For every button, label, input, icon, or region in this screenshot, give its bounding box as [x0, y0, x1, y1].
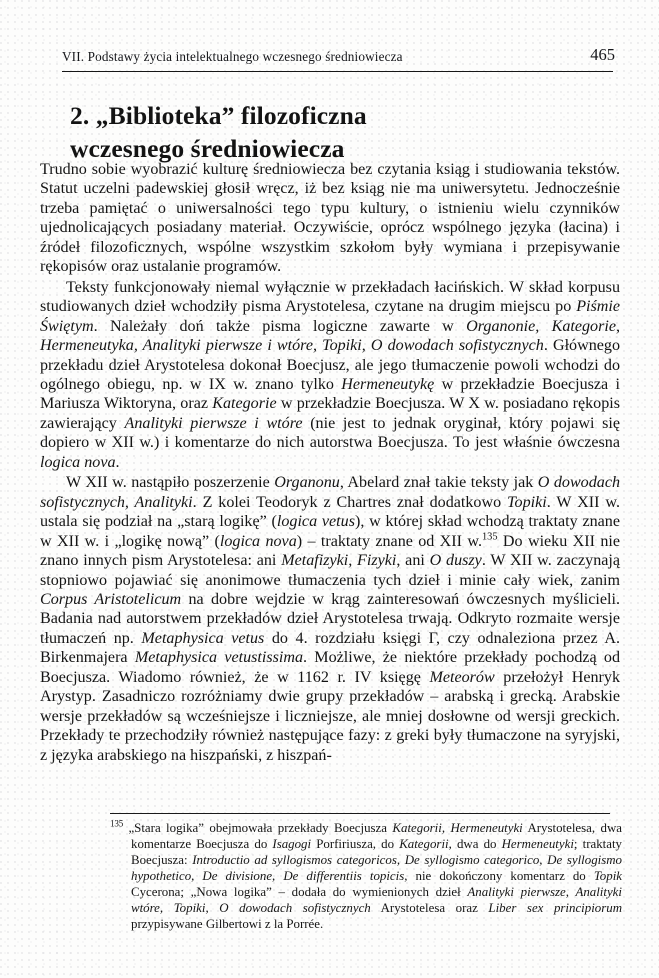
text-run: w przekładzie Boecjusza i Mariusza Wiktoryna, oraz — [40, 375, 620, 413]
italic-title: Analityki pierwsze, Analityki wtóre, Topiki, O dowodach sofistycznych — [131, 885, 622, 915]
text-run: . W XII w. ustala się podział na „starą logikę” ( — [40, 493, 620, 531]
italic-title: Kategorie — [212, 395, 277, 413]
footnote-135 — [110, 820, 622, 932]
text-run: przełożył Henryk Arystyp. Zasadniczo rozróżniamy dwie grupy przekładów – arabską i grecką. Arabskie wersje przekładów są wcześniejsze i liczniejsze, ale mniej dosłowne od wersji greckich. Przekłady te przechodziły również następujące fazy: z greki były tłumaczone na syryjski, z języka arabskiego na hiszpański, z hiszpań- — [40, 668, 620, 764]
header-rule — [62, 71, 613, 72]
italic-title: Metafizyki, Fizyki — [281, 552, 397, 570]
text-run: Cycerona; „Nowa logika” – dodała do wymienionych dzieł — [131, 885, 468, 899]
paragraph-1: Trudno sobie wyobrazić kulturę średniowiecza bez czytania ksiąg i studiowania tekstów. Statut uczelni padewskiej głosił wręcz, iż bez ksiąg nie ma uniwersytetu. Jednocześnie trzeba pamiętać o uniwersalności tego typu kultury, o istnieniu wielu czynników ujednolicających posiadany materiał. Oczywiście, oprócz wspólnego języka (łacina) i źródeł filozoficznych, wspólne wszystkim szkołom były wymiana i przepisywanie rękopisów oraz ustalanie programów. — [40, 161, 620, 276]
text-run: „Stara logika” obejmowała przekłady Boecjusza — [128, 821, 393, 835]
text-run: przypisywane Gilbertowi z la Porrée. — [131, 917, 324, 931]
italic-title: Piśmie Świętym — [40, 298, 620, 335]
text-run: , nie dokończony komentarz do — [404, 869, 594, 883]
text-run: , ani — [396, 552, 430, 570]
italic-title: Metaphysica vetus — [141, 629, 265, 647]
body-text — [40, 160, 620, 765]
italic-title: O dowodach sofistycznych, Analityki — [40, 474, 621, 511]
italic-title: Hermeneutyki — [501, 837, 574, 851]
text-run: . — [115, 453, 120, 471]
text-run: . Głównego przekładu dzieł Arystotelesa dokonał Boecjusz, ale jego tłumaczenie powoli wchodzi do ogólnego obiegu, np. w IX w. znano tylko — [40, 337, 620, 393]
text-run: Do wieku XII nie znano innych pism Arystotelesa: ani — [40, 532, 620, 570]
italic-title: O duszy — [429, 552, 482, 570]
text-run: w przekładzie Boecjusza. W X w. posiadano rękopis zawierający — [40, 395, 620, 432]
footnote-marker: 135 — [110, 818, 124, 829]
section-title — [70, 99, 590, 165]
italic-title: Organonie, Kategorie, Hermeneutyka, Analityki pierwsze i wtóre, Topiki, O dowodach sofistycznych — [40, 317, 620, 355]
italic-title: Corpus Aristotelicum — [40, 590, 182, 608]
italic-title: Introductio ad syllogismos categoricos, De syllogismo categorico, De syllogismo hypothetico, De divisione, De differentiis topicis — [131, 853, 622, 883]
text-run: ), w której skład wchodzą traktaty znane w XII w. i „logikę nową” ( — [40, 513, 621, 550]
paragraph-2 — [40, 278, 620, 473]
text-run: , dwa do — [448, 837, 502, 851]
text-run: . W XII w. zaczynają stopniowo pojawiać się anonimowe tłumaczenia tych dzieł i minie cały wiek, zanim — [40, 552, 620, 589]
footnote-reference: 135 — [481, 531, 498, 543]
text-run: Arystotelesa oraz — [370, 901, 489, 915]
text-run: do 4. rozdziału księgi Γ, czy odnaleziona przez A. Birkenmajera — [40, 629, 620, 667]
footnote-block — [110, 820, 622, 932]
italic-title: Organonu — [274, 474, 340, 492]
italic-title: Hermeneutykę — [341, 375, 435, 393]
page-number: 465 — [590, 45, 615, 64]
text-run: . Z kolei Teodoryk z Chartres znał dodatkowo — [192, 493, 508, 511]
text-run: (nie jest to jednak oryginał, który pojawi się dopiero w XII w.) i komentarze do nich autorstwa Boecjusza. To jest właśnie ówczesna — [40, 414, 621, 452]
italic-title: Kategorii, Hermeneutyki — [392, 821, 523, 835]
footnote-text — [128, 821, 622, 931]
text-run: ) – traktaty znane od XII w. — [296, 532, 482, 550]
paragraph-3 — [40, 473, 620, 765]
text-run: . Należały doń także pisma logiczne zawarte w — [93, 317, 467, 335]
italic-title: Isagogi — [272, 837, 312, 851]
text-run: , Abelard znał takie teksty jak — [339, 474, 538, 492]
section-title-line-2: wczesnego średniowiecza — [70, 134, 345, 164]
text-run: Porfiriusza, do — [311, 837, 400, 851]
text-run: ; traktaty Boecjusza: — [131, 837, 622, 867]
italic-title: Topiki — [507, 493, 547, 511]
italic-title: Meteorów — [429, 668, 495, 686]
italic-title: logica nova — [40, 453, 116, 471]
running-head — [62, 45, 615, 69]
text-run: W XII w. nastąpiło poszerzenie — [66, 474, 275, 492]
text-run: na dobre wejdzie w krąg zainteresowań ówczesnych myślicieli. Badania nad autorstwem przekładów dzieł Arystotelesa trwają. Odkryto rozmaite wersje tłumaczeń np. — [40, 590, 620, 647]
italic-title: logica nova — [219, 532, 297, 550]
italic-title: Analityki pierwsze i wtóre — [124, 414, 303, 432]
running-head-title: VII. Podstawy życia intelektualnego wczesnego średniowiecza — [62, 49, 403, 64]
text-run: Arystotelesa, dwa komentarze Boecjusza do — [131, 821, 622, 851]
italic-title: Kategorii — [399, 837, 449, 851]
italic-title: Metaphysica vetustissima — [134, 649, 304, 667]
text-run: Teksty funkcjonowały niemal wyłącznie w przekładach łacińskich. W skład korpusu studiowanych dzieł wchodziły pisma Arystotelesa, czytane na drugim miejscu po — [40, 278, 620, 316]
section-title-line-1: 2. „Biblioteka” filozoficzna — [70, 101, 367, 131]
italic-title: logica vetus — [276, 513, 355, 531]
italic-title: Topik — [593, 869, 622, 883]
italic-title: Liber sex principiorum — [488, 901, 623, 915]
text-run: . Możliwe, że niektóre przekłady pochodzą od Boecjusza. Wiadomo również, że w 1162 r. IV księgę — [40, 649, 621, 686]
footnote-rule — [110, 813, 610, 814]
